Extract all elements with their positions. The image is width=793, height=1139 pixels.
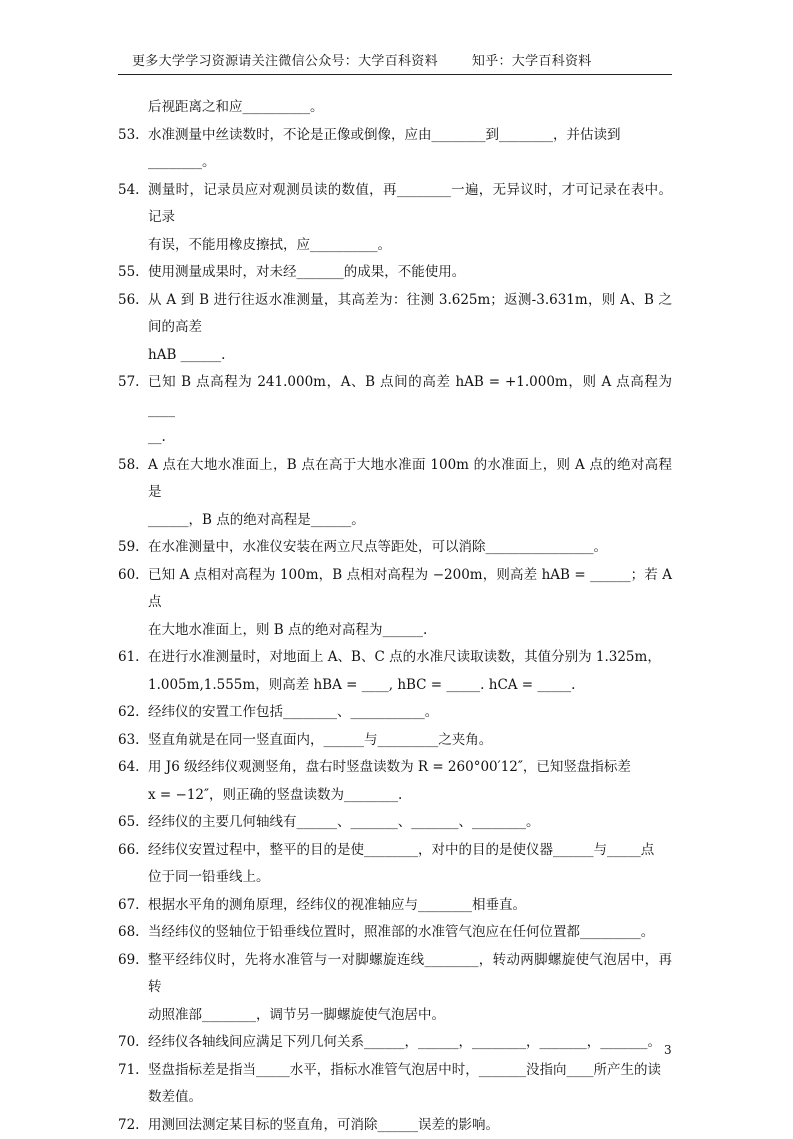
question-line: 64. 用 J6 级经纬仪观测竖角，盘右时竖盘读数为 R = 260°00′12″，已知竖盘指标差 — [118, 754, 672, 782]
question-line: 位于同一铅垂线上。 — [118, 864, 672, 892]
question-line: hAB ______. — [118, 342, 672, 370]
question-line: 数差值。 — [118, 1084, 672, 1112]
question-line: 69. 整平经纬仪时，先将水准管与一对脚螺旋连线________，转动两脚螺旋使气泡居中，再转 — [118, 947, 672, 1002]
question-line: 66. 经纬仪安置过程中，整平的目的是使________，对中的目的是使仪器______与_____点 — [118, 837, 672, 865]
question-line: 55. 使用测量成果时，对未经_______的成果，不能使用。 — [118, 259, 672, 287]
header-left-text: 更多大学学习资源请关注微信公众号：大学百科资料 — [132, 54, 438, 69]
question-line: 70. 经纬仪各轴线间应满足下列几何关系______，______，________，_______，_______。 — [118, 1029, 672, 1057]
question-line: 65. 经纬仪的主要几何轴线有______、_______、_______、________。 — [118, 809, 672, 837]
question-line: 71. 竖盘指标差是指当_____水平，指标水准管气泡居中时，_______没指向____所产生的读 — [118, 1057, 672, 1085]
question-line: ______，B 点的绝对高程是______。 — [118, 507, 672, 535]
question-line: 67. 根据水平角的测角原理，经纬仪的视准轴应与________相垂直。 — [118, 892, 672, 920]
question-line: 63. 竖直角就是在同一竖直面内，______与_________之夹角。 — [118, 727, 672, 755]
question-line: 1.005m,1.555m，则高差 hBA = ____, hBC = _____. hCA = _____. — [118, 672, 672, 700]
question-line: 60. 已知 A 点相对高程为 100m，B 点相对高程为 −200m，则高差 hAB = ______；若 A 点 — [118, 562, 672, 617]
question-line: x = −12″，则正确的竖盘读数为________. — [118, 782, 672, 810]
page-header — [132, 50, 592, 69]
question-list — [118, 94, 672, 1139]
question-line: ________。 — [118, 149, 672, 177]
question-line: 56. 从 A 到 B 进行往返水准测量，其高差为：往测 3.625m；返测-3.631m，则 A、B 之间的高差 — [118, 287, 672, 342]
question-line: 53. 水准测量中丝读数时，不论是正像或倒像，应由________到________，并估读到 — [118, 122, 672, 150]
question-line: 在大地水准面上，则 B 点的绝对高程为______. — [118, 617, 672, 645]
header-rule — [118, 74, 672, 75]
header-right-text: 知乎：大学百科资料 — [472, 54, 592, 69]
question-line: 61. 在进行水准测量时，对地面上 A、B、C 点的水准尺读取读数，其值分别为 1.325m， — [118, 644, 672, 672]
question-line: __. — [118, 424, 672, 452]
question-line: 62. 经纬仪的安置工作包括________、___________。 — [118, 699, 672, 727]
question-line: 59. 在水准测量中，水准仪安装在两立尺点等距处，可以消除________________。 — [118, 534, 672, 562]
question-line: 有误，不能用橡皮擦拭，应__________。 — [118, 232, 672, 260]
question-line: 58. A 点在大地水准面上，B 点在高于大地水准面 100m 的水准面上，则 A 点的绝对高程是 — [118, 452, 672, 507]
question-line: 后视距离之和应__________。 — [118, 94, 672, 122]
question-line: 72. 用测回法测定某目标的竖直角，可消除______误差的影响。 — [118, 1112, 672, 1139]
page-number: 3 — [664, 1043, 672, 1057]
question-line: 动照准部________，调节另一脚螺旋使气泡居中。 — [118, 1002, 672, 1030]
question-line: 57. 已知 B 点高程为 241.000m，A、B 点间的高差 hAB = +1.000m，则 A 点高程为____ — [118, 369, 672, 424]
question-line: 68. 当经纬仪的竖轴位于铅垂线位置时，照准部的水准管气泡应在任何位置都_________。 — [118, 919, 672, 947]
question-line: 54. 测量时，记录员应对观测员读的数值，再________一遍，无异议时，才可记录在表中。记录 — [118, 177, 672, 232]
